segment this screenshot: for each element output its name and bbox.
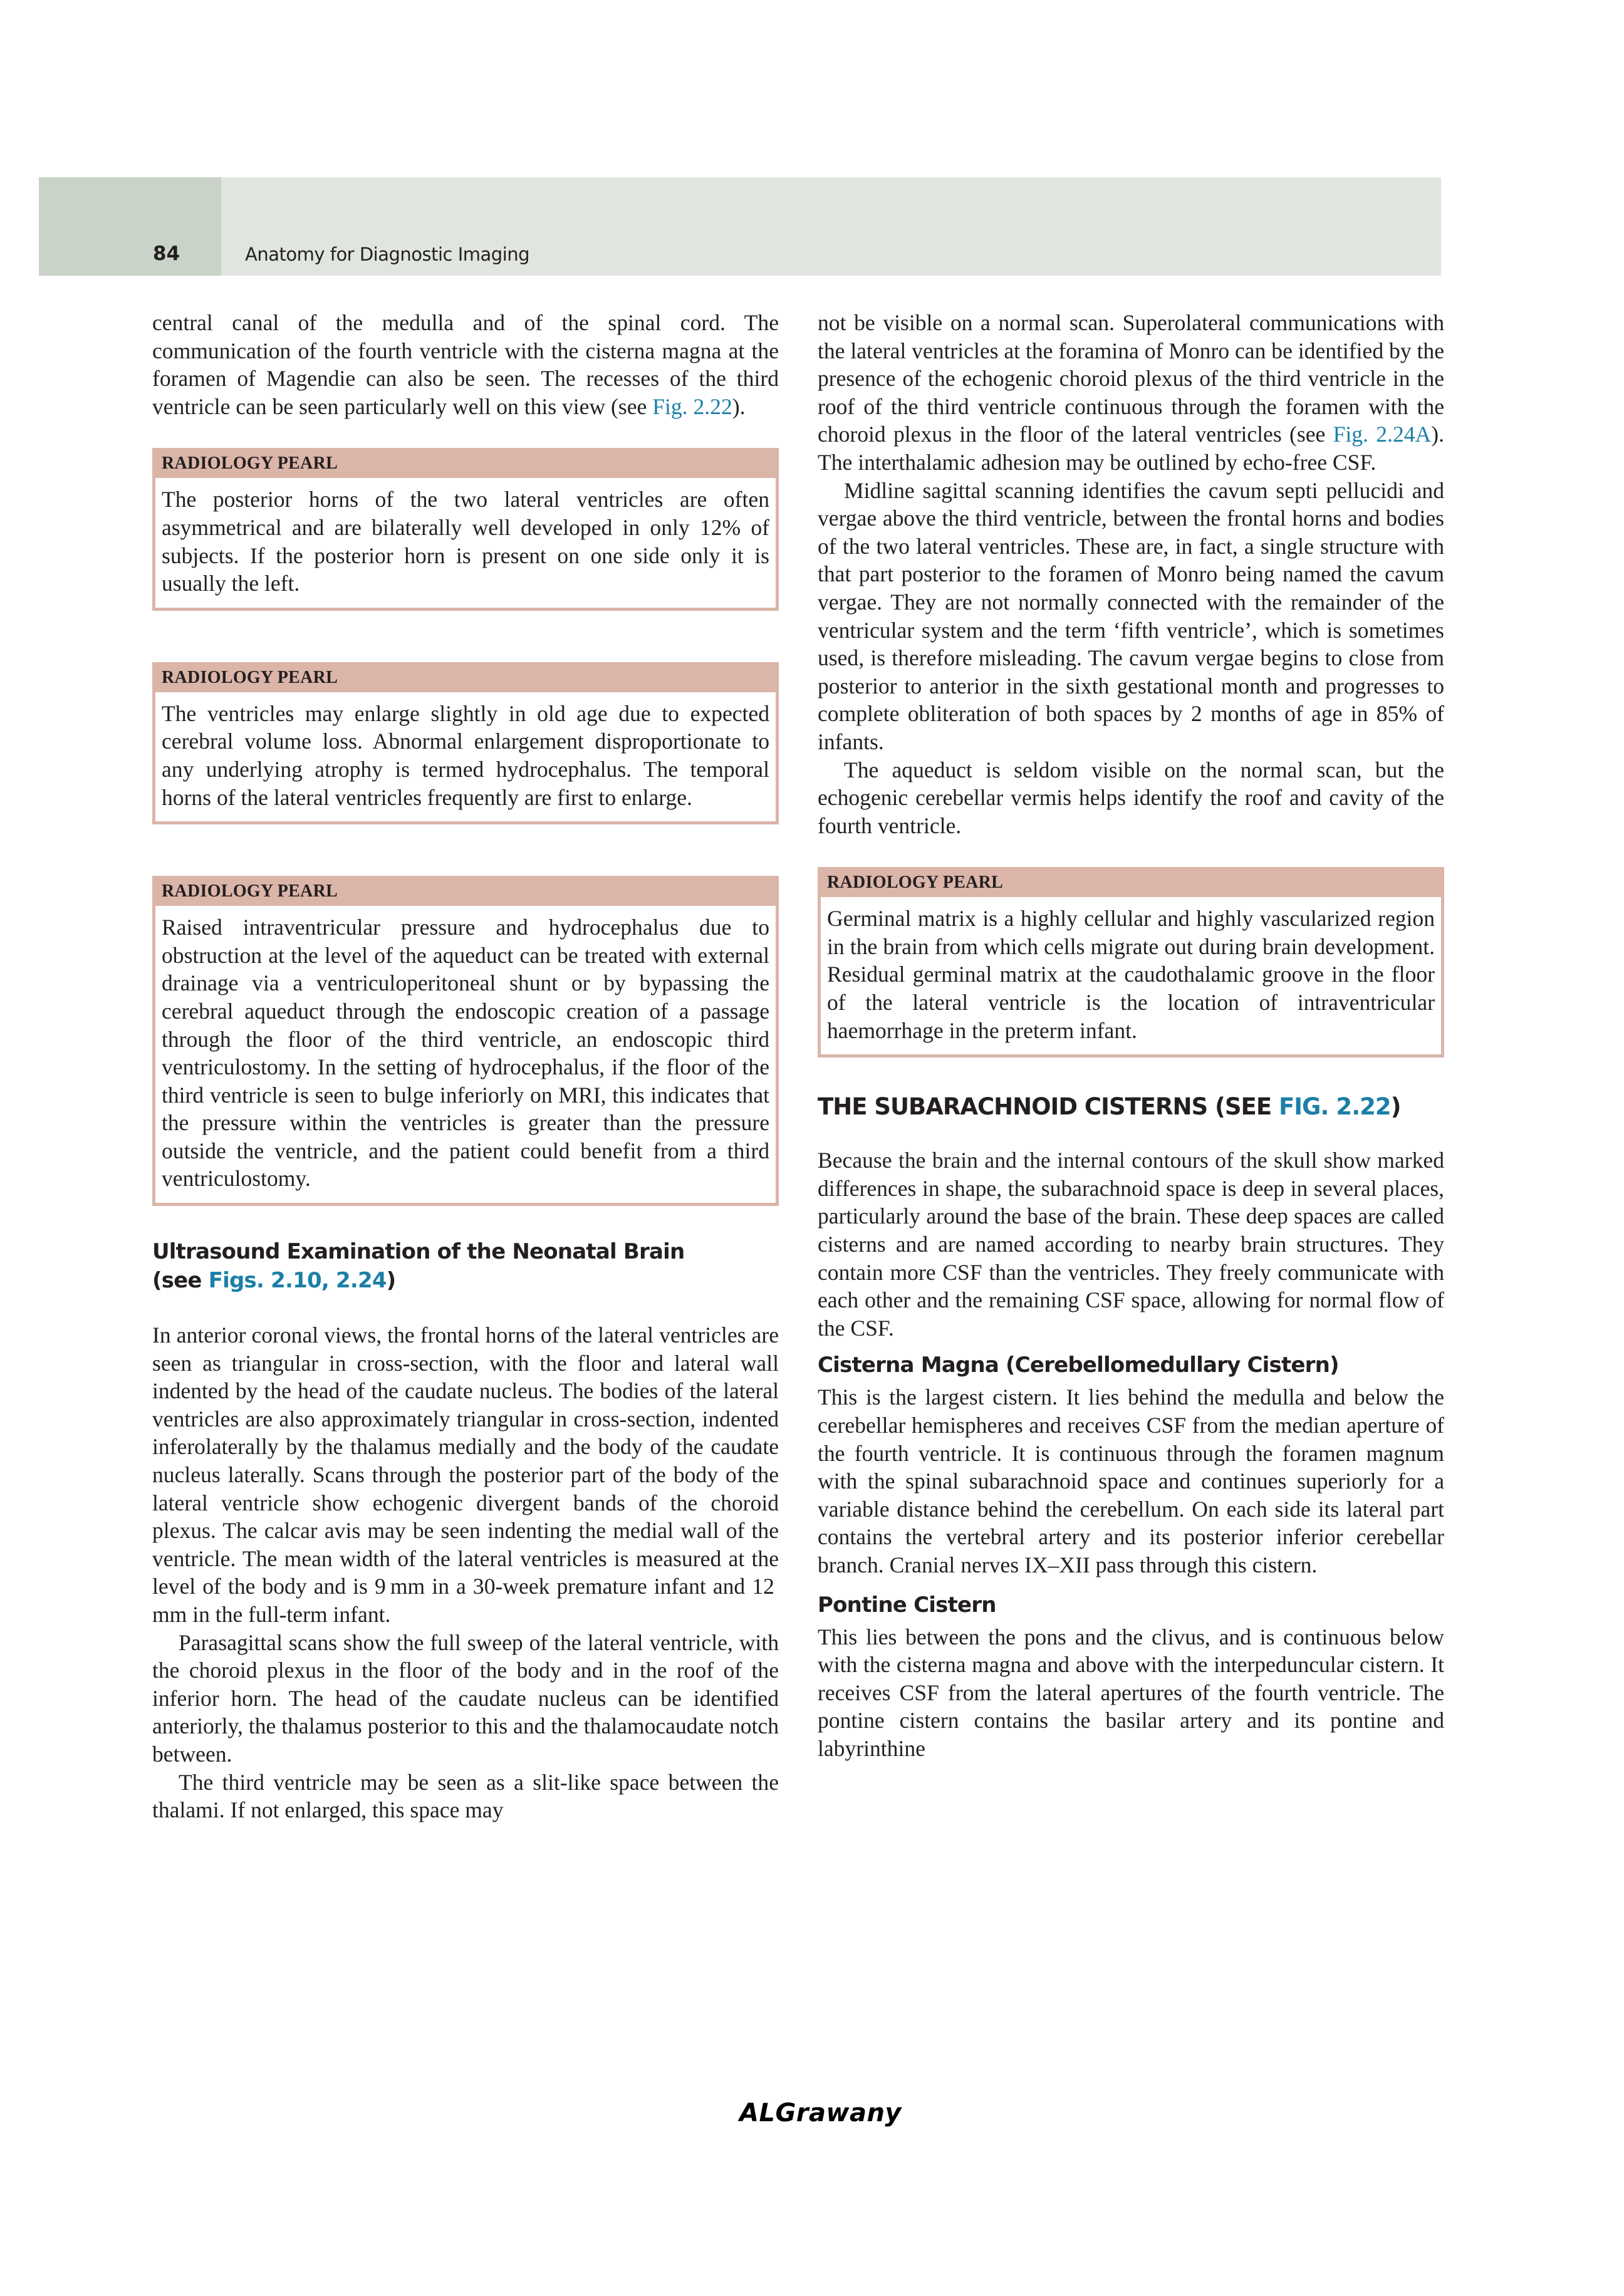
left-column — [152, 309, 779, 1824]
paragraph-text: ). The interthalamic adhesion may be outlined by echo-free CSF. — [818, 422, 1444, 475]
figure-link[interactable]: Figs. 2.10, 2.24 — [208, 1268, 387, 1294]
radiology-pearl-box — [818, 867, 1444, 1057]
figure-link[interactable]: Fig. 2.24A — [1333, 422, 1432, 447]
heading-text: Ultrasound Examination of the Neonatal Brain — [152, 1239, 685, 1265]
heading-text: ) — [386, 1268, 396, 1294]
pearl-body: The posterior horns of the two lateral ventricles are often asymmetrical and are bilaterally well developed in only 12% of subjects. If the posterior horn is present on one side only it is usually the left. — [155, 478, 776, 607]
subsection-heading-cisterna-magna: Cisterna Magna (Cerebellomedullary Cistern) — [818, 1353, 1339, 1378]
body-paragraph: Because the brain and the internal contours of the skull show marked differences in shape, the subarachnoid space is deep in several places, particularly around the base of the brain. These deep spaces are called cisterns and are named according to nearby brain structures. They contain more CSF than the ventricles. They freely communicate with each other and the remaining CSF space, allowing for normal flow of the CSF. — [818, 1148, 1444, 1341]
body-paragraph: The third ventricle may be seen as a slit-like space between the thalami. If not enlarged, this space may — [152, 1769, 779, 1823]
heading-text: (see — [152, 1268, 209, 1294]
pearl-body: Raised intraventricular pressure and hydrocephalus due to obstruction at the level of the aqueduct can be treated with external drainage via a ventriculoperitoneal shunt or by bypassing the cerebral aqueduct through the endoscopic creation of a passage through the floor of the third ventricle, an endoscopic third ventriculostomy. In the setting of hydrocephalus, if the floor of the third ventricle is seen to bulge inferiorly on MRI, this indicates that the pressure within the ventricles is greater than the pressure outside the ventricle, and the patient could benefit from a third ventriculostomy. — [155, 906, 776, 1203]
paragraph-text: central canal of the medulla and of the spinal cord. The communication of the fourth ventricle with the cisterna magna at the foramen of Magendie can also be seen. The recesses of the third ventricle can be seen particularly well on this view (see — [152, 310, 779, 419]
radiology-pearl-box — [152, 876, 779, 1206]
pearl-title: RADIOLOGY PEARL — [162, 667, 338, 687]
figure-link[interactable]: Fig. 2.22 — [652, 393, 732, 419]
header-band-page-number-block — [39, 177, 221, 276]
ultrasound-section — [152, 1237, 779, 1824]
body-paragraph: In anterior coronal views, the frontal horns of the lateral ventricles are seen as triangular in cross-section, with the floor and lateral wall indented by the head of the caudate nucleus. The bodies of the lateral ventricles are also approximately triangular in cross-section, indented inferolaterally by the thalamus medially and the body of the caudate nucleus laterally. Scans through the posterior part of the body of the lateral ventricle show echogenic divergent bands of the choroid plexus. The calcar avis may be seen indenting the medial wall of the ventricle. The mean width of the lateral ventricles is measured at the level of the body and is 9 mm in a 30-week premature infant and 12 mm in the full-term infant. — [152, 1322, 779, 1627]
running-title: Anatomy for Diagnostic Imaging — [245, 244, 530, 265]
right-column — [818, 309, 1444, 1763]
pearl-title: RADIOLOGY PEARL — [162, 454, 338, 474]
page-number: 84 — [153, 242, 180, 265]
pearl-body: The ventricles may enlarge slightly in old age due to expected cerebral volume loss. Abnormal enlargement disproportionate to any underlying atrophy is termed hydrocephalus. The temporal horns of the lateral ventricles frequently are first to enlarge. — [155, 692, 776, 821]
section-heading — [818, 1093, 1444, 1121]
paragraph-text: ). — [732, 393, 746, 419]
continuation-paragraph — [818, 309, 1444, 477]
body-paragraph: The aqueduct is seldom visible on the normal scan, but the echogenic cerebellar vermis helps identify the roof and cavity of the fourth ventricle. — [818, 757, 1444, 838]
section-heading — [152, 1237, 779, 1295]
body-paragraph: This lies between the pons and the clivus, and is continuous below with the cisterna magna and above with the interpeduncular cistern. It receives CSF from the lateral apertures of the fourth ventricle. The pontine cistern contains the basilar artery and its pontine and labyrinthine — [818, 1624, 1444, 1761]
pearl-title: RADIOLOGY PEARL — [827, 873, 1004, 893]
radiology-pearl-box — [152, 662, 779, 824]
subsection-heading-pontine-cistern: Pontine Cistern — [818, 1592, 996, 1618]
heading-text: ) — [1390, 1093, 1401, 1121]
intro-paragraph — [152, 309, 779, 420]
body-paragraph: Parasagittal scans show the full sweep of the lateral ventricle, with the choroid plexus in the floor of the body and in the roof of the inferior horn. The head of the caudate nucleus can be identified anteriorly, the thalamus posterior to this and the thalamocaudate notch between. — [152, 1629, 779, 1767]
watermark: ALGrawany — [739, 2099, 902, 2127]
pearl-title: RADIOLOGY PEARL — [162, 881, 338, 901]
pearl-body: Germinal matrix is a highly cellular and highly vascularized region in the brain from which cells migrate out during brain development. Residual germinal matrix at the caudothalamic groove in the floor of the lateral ventricle is the location of intraventricular haemorrhage in the preterm infant. — [821, 897, 1441, 1054]
body-paragraph: Midline sagittal scanning identifies the cavum septi pellucidi and vergae above the third ventricle, between the frontal horns and bodies of the two lateral ventricles. These are, in fact, a single structure with that part posterior to the foramen of Monro being named the cavum vergae. They are not normally connected with the remainder of the ventricular system and the term ‘fifth ventricle’, which is sometimes used, is therefore misleading. The cavum vergae begins to close from posterior to anterior in the sixth gestational month and progresses to complete obliteration of both spaces by 2 months of age in 85% of infants. — [818, 477, 1444, 754]
paragraph-text: not be visible on a normal scan. Superolateral communications with the lateral ventricles at the foramina of Monro can be identified by the presence of the echogenic choroid plexus of the third ventricle in the roof of the third ventricle continuous through the foramen with the choroid plexus in the floor of the lateral ventricles (see — [818, 310, 1444, 447]
subarachnoid-cisterns-section — [818, 1093, 1444, 1762]
figure-link[interactable]: FIG. 2.22 — [1278, 1093, 1391, 1121]
body-paragraph: This is the largest cistern. It lies behind the medulla and below the cerebellar hemispheres and receives CSF from the median aperture of the fourth ventricle. It is continuous through the foramen magnum with the spinal subarachnoid space and continues superiorly for a variable distance behind the cerebellum. On each side its lateral part contains the vertebral artery and its posterior inferior cerebellar branch. Cranial nerves IX–XII pass through this cistern. — [818, 1384, 1444, 1577]
radiology-pearl-box — [152, 448, 779, 610]
heading-text: THE SUBARACHNOID CISTERNS (SEE — [818, 1093, 1279, 1121]
